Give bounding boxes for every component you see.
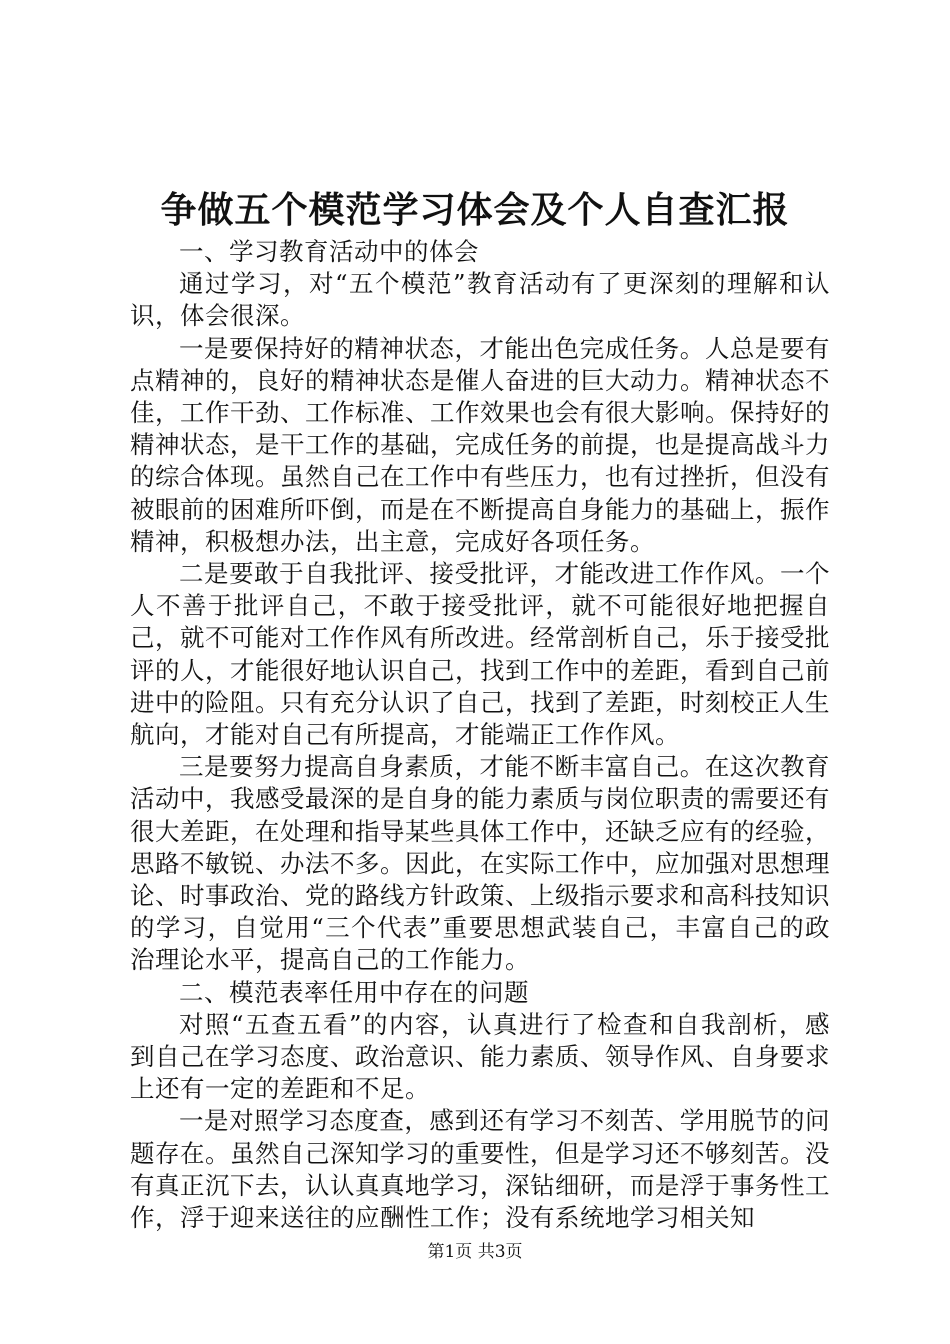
paragraph-point-2: 二是要敢于自我批评、接受批评，才能改进工作作风。一个人不善于批评自己，不敢于接受批评，就不可能很好地把握自己，就不可能对工作作风有所改进。经常剖析自己，乐于接受批评的人，才能很好地认识自己，找到工作中的差距，看到自己前进中的险阻。只有充分认识了自己，找到了差距，时刻校正人生航向，才能对自己有所提高，才能端正工作作风。 (130, 559, 830, 750)
paragraph-point-1: 一是要保持好的精神状态，才能出色完成任务。人总是要有点精神的，良好的精神状态是催人奋进的巨大动力。精神状态不佳，工作干劲、工作标准、工作效果也会有很大影响。保持好的精神状态，是干工作的基础，完成任务的前提，也是提高战斗力的综合体现。虽然自己在工作中有些压力，也有过挫折，但没有被眼前的困难所吓倒，而是在不断提高自身能力的基础上，振作精神，积极想办法，出主意，完成好各项任务。 (130, 333, 830, 556)
section-heading-1: 一、学习教育活动中的体会 (179, 237, 479, 266)
paragraph-intro: 通过学习，对“五个模范”教育活动有了更深刻的理解和认识，体会很深。 (130, 269, 830, 331)
page-footer: 第1页 共3页 (427, 1242, 523, 1262)
paragraph-point-3: 三是要努力提高自身素质，才能不断丰富自己。在这次教育活动中，我感受最深的是自身的能力素质与岗位职责的需要还有很大差距，在处理和指导某些具体工作中，还缺乏应有的经验，思路不敏锐、办法不多。因此，在实际工作中，应加强对思想理论、时事政治、党的路线方针政策、上级指示要求和高科技知识的学习，自觉用“三个代表”重要思想武装自己，丰富自己的政治理论水平，提高自己的工作能力。 (130, 752, 830, 975)
document-body (130, 236, 830, 1234)
document-title: 争做五个模范学习体会及个人自查汇报 (160, 189, 790, 231)
paragraph-check-1: 一是对照学习态度查，感到还有学习不刻苦、学用脱节的问题存在。虽然自己深知学习的重要性，但是学习还不够刻苦。没有真正沉下去，认认真真地学习，深钻细研，而是浮于事务性工作，浮于迎来送往的应酬性工作；没有系统地学习相关知 (130, 1106, 830, 1233)
paragraph-self-check: 对照“五查五看”的内容，认真进行了检查和自我剖析，感到自己在学习态度、政治意识、能力素质、领导作风、自身要求上还有一定的差距和不足。 (130, 1009, 830, 1104)
section-heading-2: 二、模范表率任用中存在的问题 (179, 977, 529, 1007)
